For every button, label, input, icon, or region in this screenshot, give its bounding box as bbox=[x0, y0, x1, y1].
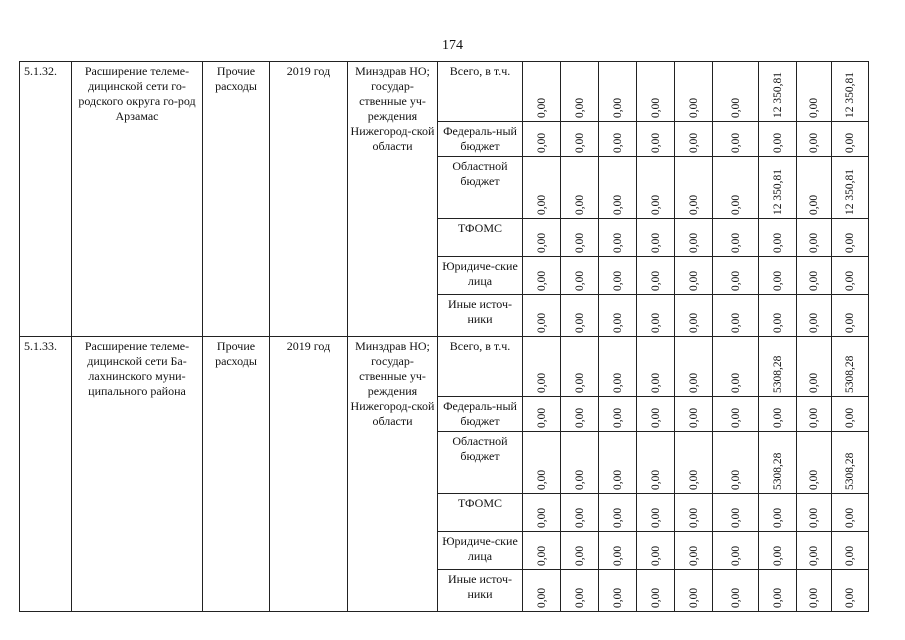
value-text: 0,00 bbox=[611, 270, 624, 291]
value-text: 0,00 bbox=[611, 507, 624, 528]
value-text: 0,00 bbox=[808, 407, 820, 428]
value-cell bbox=[797, 62, 832, 122]
value-text: 0,00 bbox=[611, 132, 624, 153]
value-text: 0,00 bbox=[611, 407, 624, 428]
value-text: 0,00 bbox=[535, 372, 548, 393]
value-text: 0,00 bbox=[808, 132, 820, 153]
value-cell bbox=[832, 570, 869, 612]
value-cell bbox=[561, 570, 599, 612]
value-cell bbox=[759, 295, 797, 337]
value-text: 0,00 bbox=[535, 407, 548, 428]
value-text: 0,00 bbox=[808, 587, 820, 608]
value-text: 0,00 bbox=[687, 232, 700, 253]
value-text: 0,00 bbox=[611, 469, 624, 490]
value-cell bbox=[759, 62, 797, 122]
page-number: 174 bbox=[442, 38, 463, 53]
value-cell bbox=[637, 397, 675, 432]
source-label: Иные источ-ники bbox=[438, 295, 523, 337]
executor: Минздрав НО; государ-ственные уч-реждения Нижегород-ской области bbox=[348, 337, 438, 612]
value-cell bbox=[523, 62, 561, 122]
value-cell bbox=[599, 122, 637, 157]
value-cell bbox=[759, 122, 797, 157]
value-cell bbox=[523, 122, 561, 157]
value-text: 0,00 bbox=[771, 507, 784, 528]
value-text: 0,00 bbox=[573, 545, 586, 566]
value-text: 0,00 bbox=[649, 407, 662, 428]
value-text: 0,00 bbox=[729, 372, 742, 393]
value-cell bbox=[675, 122, 713, 157]
value-cell bbox=[675, 337, 713, 397]
value-text: 0,00 bbox=[573, 407, 586, 428]
value-text: 0,00 bbox=[573, 270, 586, 291]
value-text: 0,00 bbox=[844, 407, 856, 428]
value-cell bbox=[637, 157, 675, 219]
expense-type: Прочие расходы bbox=[203, 62, 270, 337]
value-text: 0,00 bbox=[573, 194, 586, 215]
value-cell bbox=[713, 295, 759, 337]
value-cell bbox=[561, 219, 599, 257]
value-cell bbox=[523, 570, 561, 612]
value-text: 12 350,81 bbox=[844, 72, 856, 118]
value-cell bbox=[561, 62, 599, 122]
value-cell bbox=[759, 257, 797, 295]
value-cell bbox=[637, 532, 675, 570]
value-cell bbox=[759, 494, 797, 532]
value-text: 0,00 bbox=[808, 469, 820, 490]
value-cell bbox=[675, 494, 713, 532]
value-text: 0,00 bbox=[729, 507, 742, 528]
value-text: 0,00 bbox=[649, 312, 662, 333]
value-cell bbox=[523, 219, 561, 257]
value-text: 0,00 bbox=[611, 232, 624, 253]
value-cell bbox=[599, 295, 637, 337]
value-cell bbox=[832, 122, 869, 157]
value-cell bbox=[759, 532, 797, 570]
value-text: 5308,28 bbox=[844, 355, 856, 393]
value-text: 0,00 bbox=[771, 270, 784, 291]
value-cell bbox=[637, 337, 675, 397]
value-text: 0,00 bbox=[649, 97, 662, 118]
value-cell bbox=[523, 257, 561, 295]
value-cell bbox=[675, 257, 713, 295]
value-cell bbox=[675, 432, 713, 494]
value-cell bbox=[599, 432, 637, 494]
value-cell bbox=[561, 532, 599, 570]
value-cell bbox=[523, 532, 561, 570]
value-text: 0,00 bbox=[649, 194, 662, 215]
value-cell bbox=[637, 494, 675, 532]
measure-name: Расширение телеме-дицинской сети го-родского округа го-род Арзамас bbox=[72, 62, 203, 337]
value-text: 0,00 bbox=[611, 545, 624, 566]
value-cell bbox=[832, 219, 869, 257]
value-text: 0,00 bbox=[649, 232, 662, 253]
value-cell bbox=[561, 337, 599, 397]
source-label: Иные источ-ники bbox=[438, 570, 523, 612]
value-text: 0,00 bbox=[573, 132, 586, 153]
value-text: 0,00 bbox=[687, 407, 700, 428]
value-cell bbox=[523, 295, 561, 337]
value-text: 0,00 bbox=[771, 545, 784, 566]
value-cell bbox=[637, 122, 675, 157]
value-text: 12 350,81 bbox=[844, 169, 856, 215]
value-text: 5308,28 bbox=[771, 452, 784, 490]
value-cell bbox=[797, 122, 832, 157]
value-cell bbox=[797, 397, 832, 432]
source-label: Федераль-ный бюджет bbox=[438, 122, 523, 157]
value-cell bbox=[637, 219, 675, 257]
measure-name: Расширение телеме-дицинской сети Ба-лахнинского муни-ципального района bbox=[72, 337, 203, 612]
value-text: 0,00 bbox=[808, 232, 820, 253]
value-text: 5308,28 bbox=[844, 452, 856, 490]
value-text: 0,00 bbox=[535, 132, 548, 153]
source-label: ТФОМС bbox=[438, 219, 523, 257]
value-cell bbox=[599, 157, 637, 219]
value-text: 0,00 bbox=[808, 97, 820, 118]
measure-number: 5.1.33. bbox=[20, 337, 72, 612]
value-text: 0,00 bbox=[611, 194, 624, 215]
value-text: 0,00 bbox=[844, 232, 856, 253]
source-label: Юридиче-ские лица bbox=[438, 532, 523, 570]
value-cell bbox=[832, 337, 869, 397]
value-cell bbox=[832, 494, 869, 532]
value-text: 0,00 bbox=[687, 194, 700, 215]
value-cell bbox=[759, 570, 797, 612]
value-text: 0,00 bbox=[649, 587, 662, 608]
value-cell bbox=[713, 494, 759, 532]
table-row bbox=[20, 62, 869, 122]
value-cell bbox=[599, 62, 637, 122]
value-cell bbox=[675, 532, 713, 570]
value-cell bbox=[797, 157, 832, 219]
value-cell bbox=[713, 570, 759, 612]
value-cell bbox=[675, 219, 713, 257]
value-text: 0,00 bbox=[808, 507, 820, 528]
value-text: 0,00 bbox=[771, 132, 784, 153]
value-cell bbox=[599, 570, 637, 612]
value-text: 0,00 bbox=[573, 97, 586, 118]
value-text: 0,00 bbox=[729, 545, 742, 566]
value-text: 0,00 bbox=[573, 312, 586, 333]
value-cell bbox=[713, 397, 759, 432]
value-cell bbox=[713, 337, 759, 397]
value-cell bbox=[759, 337, 797, 397]
value-text: 5308,28 bbox=[771, 355, 784, 393]
value-text: 0,00 bbox=[771, 407, 784, 428]
value-cell bbox=[797, 337, 832, 397]
measure-number: 5.1.32. bbox=[20, 62, 72, 337]
value-cell bbox=[797, 532, 832, 570]
value-cell bbox=[599, 397, 637, 432]
value-text: 0,00 bbox=[771, 587, 784, 608]
value-text: 0,00 bbox=[649, 507, 662, 528]
value-text: 0,00 bbox=[611, 97, 624, 118]
value-cell bbox=[713, 532, 759, 570]
source-label: Всего, в т.ч. bbox=[438, 62, 523, 122]
value-cell bbox=[523, 157, 561, 219]
value-text: 0,00 bbox=[808, 270, 820, 291]
budget-table bbox=[19, 61, 869, 612]
value-text: 0,00 bbox=[573, 372, 586, 393]
value-cell bbox=[797, 570, 832, 612]
value-cell bbox=[675, 295, 713, 337]
value-cell bbox=[832, 532, 869, 570]
value-cell bbox=[637, 570, 675, 612]
value-text: 0,00 bbox=[611, 372, 624, 393]
value-text: 0,00 bbox=[844, 507, 856, 528]
value-text: 0,00 bbox=[808, 372, 820, 393]
value-text: 0,00 bbox=[808, 312, 820, 333]
value-cell bbox=[759, 432, 797, 494]
value-cell bbox=[713, 157, 759, 219]
source-label: ТФОМС bbox=[438, 494, 523, 532]
value-text: 0,00 bbox=[844, 270, 856, 291]
value-text: 0,00 bbox=[844, 587, 856, 608]
value-cell bbox=[637, 62, 675, 122]
value-text: 0,00 bbox=[573, 507, 586, 528]
value-text: 0,00 bbox=[611, 587, 624, 608]
value-cell bbox=[759, 397, 797, 432]
value-text: 0,00 bbox=[649, 545, 662, 566]
value-cell bbox=[713, 62, 759, 122]
value-cell bbox=[637, 295, 675, 337]
value-text: 0,00 bbox=[687, 97, 700, 118]
value-cell bbox=[675, 397, 713, 432]
value-cell bbox=[713, 432, 759, 494]
value-text: 0,00 bbox=[535, 587, 548, 608]
value-text: 0,00 bbox=[771, 232, 784, 253]
value-cell bbox=[523, 397, 561, 432]
value-text: 0,00 bbox=[535, 194, 548, 215]
value-cell bbox=[523, 337, 561, 397]
value-text: 0,00 bbox=[535, 97, 548, 118]
value-cell bbox=[675, 570, 713, 612]
value-text: 0,00 bbox=[573, 587, 586, 608]
value-cell bbox=[561, 257, 599, 295]
value-text: 12 350,81 bbox=[771, 169, 784, 215]
value-text: 0,00 bbox=[844, 132, 856, 153]
value-text: 0,00 bbox=[535, 270, 548, 291]
value-cell bbox=[832, 157, 869, 219]
value-text: 0,00 bbox=[771, 312, 784, 333]
value-text: 0,00 bbox=[729, 232, 742, 253]
measure-year: 2019 год bbox=[270, 62, 348, 337]
value-text: 0,00 bbox=[729, 194, 742, 215]
value-text: 0,00 bbox=[808, 194, 820, 215]
value-cell bbox=[599, 494, 637, 532]
value-text: 0,00 bbox=[535, 469, 548, 490]
value-cell bbox=[832, 295, 869, 337]
value-text: 0,00 bbox=[573, 469, 586, 490]
value-text: 0,00 bbox=[573, 232, 586, 253]
value-text: 0,00 bbox=[535, 232, 548, 253]
value-cell bbox=[797, 295, 832, 337]
value-text: 0,00 bbox=[535, 507, 548, 528]
value-text: 0,00 bbox=[687, 507, 700, 528]
value-cell bbox=[759, 157, 797, 219]
value-text: 0,00 bbox=[729, 97, 742, 118]
value-cell bbox=[675, 157, 713, 219]
value-text: 0,00 bbox=[687, 469, 700, 490]
value-cell bbox=[561, 122, 599, 157]
value-text: 0,00 bbox=[729, 132, 742, 153]
value-text: 0,00 bbox=[649, 372, 662, 393]
value-text: 0,00 bbox=[687, 372, 700, 393]
value-text: 0,00 bbox=[649, 469, 662, 490]
value-text: 0,00 bbox=[844, 545, 856, 566]
value-cell bbox=[523, 494, 561, 532]
value-cell bbox=[599, 337, 637, 397]
value-text: 0,00 bbox=[844, 312, 856, 333]
value-text: 0,00 bbox=[729, 587, 742, 608]
value-cell bbox=[675, 62, 713, 122]
value-cell bbox=[832, 397, 869, 432]
value-cell bbox=[599, 532, 637, 570]
source-label: Всего, в т.ч. bbox=[438, 337, 523, 397]
value-text: 0,00 bbox=[687, 270, 700, 291]
value-cell bbox=[832, 432, 869, 494]
value-cell bbox=[637, 257, 675, 295]
value-text: 0,00 bbox=[687, 545, 700, 566]
value-cell bbox=[637, 432, 675, 494]
value-cell bbox=[713, 219, 759, 257]
executor: Минздрав НО; государ-ственные уч-реждения Нижегород-ской области bbox=[348, 62, 438, 337]
value-cell bbox=[561, 295, 599, 337]
value-cell bbox=[797, 219, 832, 257]
measure-year: 2019 год bbox=[270, 337, 348, 612]
value-cell bbox=[561, 157, 599, 219]
source-label: Областной бюджет bbox=[438, 157, 523, 219]
value-text: 0,00 bbox=[535, 312, 548, 333]
value-text: 0,00 bbox=[649, 270, 662, 291]
expense-type: Прочие расходы bbox=[203, 337, 270, 612]
table-row bbox=[20, 337, 869, 397]
value-cell bbox=[561, 432, 599, 494]
value-cell bbox=[713, 257, 759, 295]
value-cell bbox=[561, 397, 599, 432]
value-cell bbox=[713, 122, 759, 157]
value-cell bbox=[599, 257, 637, 295]
value-text: 0,00 bbox=[611, 312, 624, 333]
value-cell bbox=[832, 257, 869, 295]
value-text: 0,00 bbox=[729, 407, 742, 428]
value-text: 0,00 bbox=[729, 312, 742, 333]
value-text: 0,00 bbox=[687, 587, 700, 608]
value-cell bbox=[599, 219, 637, 257]
value-cell bbox=[797, 257, 832, 295]
value-cell bbox=[759, 219, 797, 257]
value-text: 0,00 bbox=[808, 545, 820, 566]
source-label: Областной бюджет bbox=[438, 432, 523, 494]
value-cell bbox=[797, 494, 832, 532]
value-cell bbox=[561, 494, 599, 532]
value-cell bbox=[797, 432, 832, 494]
value-text: 0,00 bbox=[687, 312, 700, 333]
value-text: 0,00 bbox=[535, 545, 548, 566]
source-label: Федераль-ный бюджет bbox=[438, 397, 523, 432]
source-label: Юридиче-ские лица bbox=[438, 257, 523, 295]
value-text: 0,00 bbox=[729, 270, 742, 291]
value-text: 12 350,81 bbox=[771, 72, 784, 118]
value-text: 0,00 bbox=[649, 132, 662, 153]
value-cell bbox=[832, 62, 869, 122]
value-cell bbox=[523, 432, 561, 494]
value-text: 0,00 bbox=[729, 469, 742, 490]
value-text: 0,00 bbox=[687, 132, 700, 153]
